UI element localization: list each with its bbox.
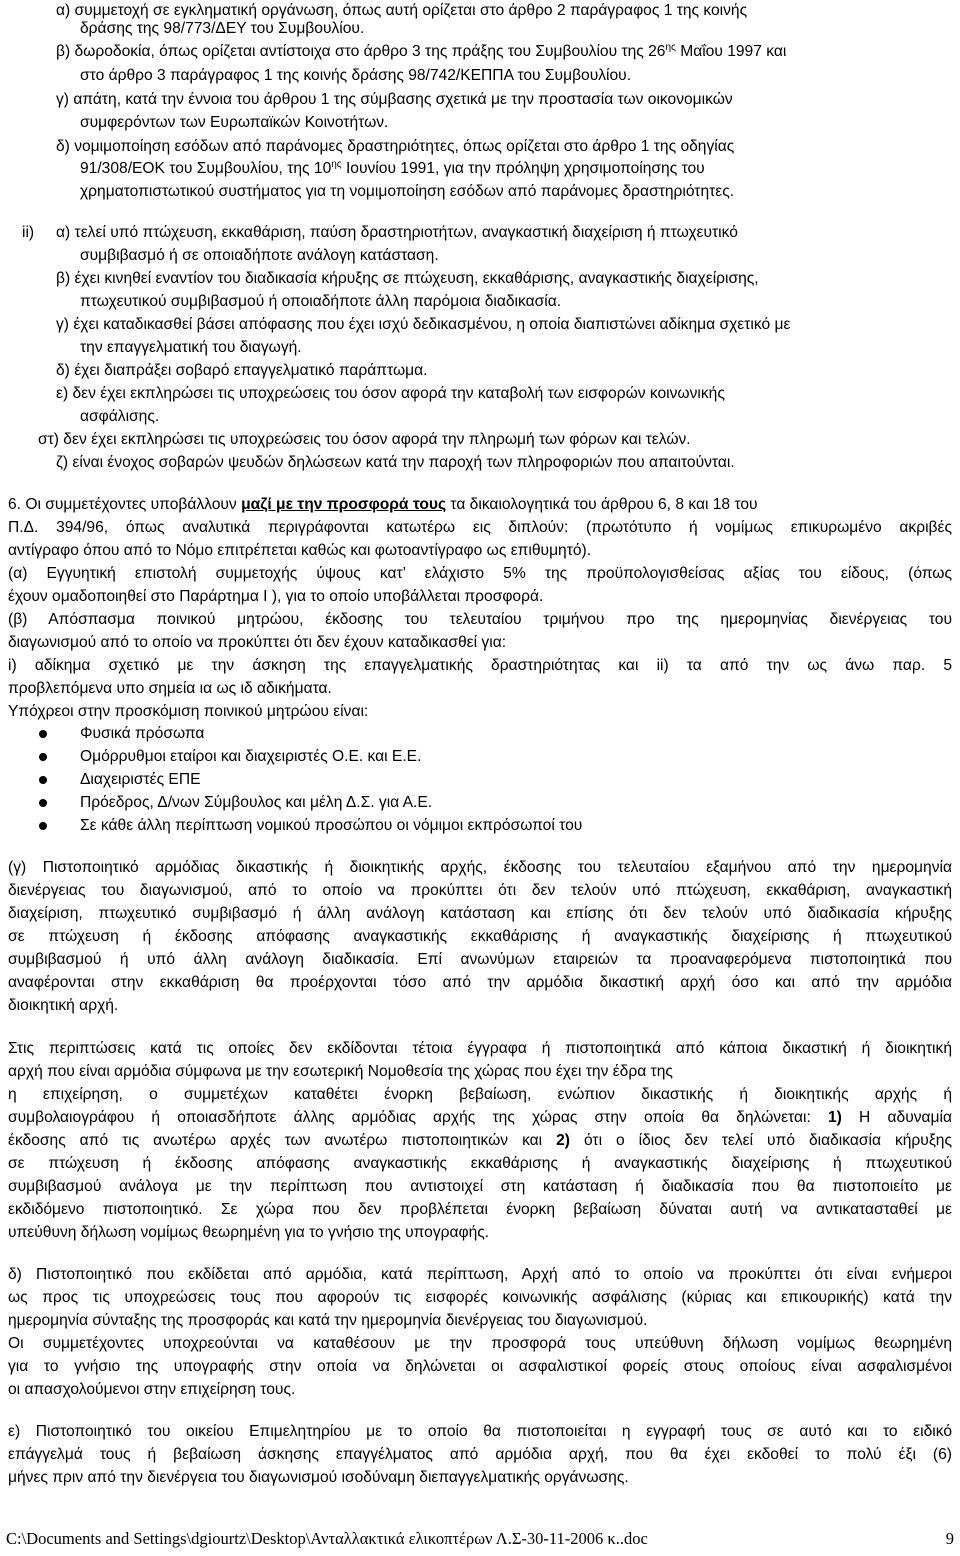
item-ii-b-line1: β) έχει κινηθεί εναντίον του διαδικασία κήρυξης σε πτώχευση, εκκαθάρισης, αναγκαστικής διαχείρισης, [56, 270, 759, 287]
bullet-dot [39, 753, 47, 761]
with-offer-emphasis: μαζί με την προσφορά τους [241, 496, 447, 513]
item-i-b-line2: στο άρθρο 3 παράγραφος 1 της κοινής δράσης 98/742/ΚΕΠΠΑ του Συμβουλίου. [80, 67, 632, 84]
footer-file-path: C:\Documents and Settings\dgiourtz\Desktop\Ανταλλακτικά ελικοπτέρων Λ.Σ-30-11-2006 κ..doc [6, 1529, 648, 1548]
obliged-heading: Υπόχρεοι στην προσκόμιση ποινικού μητρώου είναι: [8, 703, 369, 720]
para-d-line: για το γνήσιο της υπογραφής στην οποία να δηλώνεται οι ασφαλιστικοί φορείς στους οποίους είναι ασφαλισμένοι [8, 1358, 952, 1375]
section-6b-line4: προβλεπόμενα υπο σημεία ια ως ιδ αδικήματα. [8, 680, 332, 697]
para-c-line: διενέργειας του διαγωνισμού, από το οποίο να προκύπτει ότι δεν τελούν υπό πτώχευση, εκκαθάριση, αναγκαστική [8, 882, 952, 899]
item-ii-a-line2: συμβιβασμό ή σε οποιαδήποτε ανάλογη κατάσταση. [80, 247, 439, 264]
section-ii-marker: ii) [22, 224, 35, 241]
item-ii-a-line1: α) τελεί υπό πτώχευση, εκκαθάριση, παύση δραστηριοτήτων, αναγκαστική διαχείριση ή πτωχευτικό [56, 224, 738, 241]
item-i-a-line1: α) συμμετοχή σε εγκληματική οργάνωση, όπως αυτή ορίζεται στο άρθρο 2 παράγραφος 1 της κοινής [56, 2, 748, 19]
para-cases-line: αρχή που είναι αρμόδια σύμφωνα με την εσωτερική Νομοθεσία της χώρας που έχει την έδρα της [8, 1063, 673, 1080]
item-i-b-line1: β) δωροδοκία, όπως ορίζεται αντίστοιχα στο άρθρο 3 της πράξης του Συμβουλίου της $26^{\eta\varsigma}$ Μαΐου 1997 και [56, 41, 787, 60]
para-c-line: (γ) Πιστοποιητικό αρμόδιας δικαστικής ή διοικητικής αρχής, έκδοσης του τελευταίου εξαμήνου από την ημερομηνία [8, 859, 952, 876]
bullet-item: Διαχειριστές ΕΠΕ [80, 771, 201, 788]
bullet-item: Φυσικά πρόσωπα [80, 725, 205, 742]
item-i-d-line3: χρηματοπιστωτικού συστήματος για τη νομιμοποίηση εσόδων από παράνομες δραστηριότητες. [80, 183, 735, 200]
para-e-line: ε) Πιστοποιητικό του οικείου Επιμελητηρίου με το οποίο θα πιστοποιείται η εγγραφή τους σε αυτό και το ειδικό [8, 1423, 952, 1440]
bullet-dot [39, 822, 47, 830]
section-6-line1: 6. Οι συμμετέχοντες υποβάλλουν μαζί με την προσφορά τους τα δικαιολογητικά του άρθρου 6, 8 και 18 του [8, 496, 758, 513]
bullet-item: Ομόρρυθμοι εταίροι και διαχειριστές Ο.Ε. και Ε.Ε. [80, 748, 422, 765]
para-c-line: συμβιβασμού ή υπό άλλη ανάλογη διαδικασία. Επί ανωνύμων εταιρειών τα προαναφερόμενα πιστοποιητικά που [8, 951, 952, 968]
item-ii-z-line1: ζ) είναι ένοχος σοβαρών ψευδών δηλώσεων κατά την παροχή των πληροφοριών που απαιτούνται. [56, 454, 735, 471]
section-6a-line2: έχουν ομαδοποιηθεί στο Παράρτημα Ι ), για το οποίο υποβάλλεται προσφορά. [8, 588, 544, 605]
para-cases-line: συμβολαιογράφου ή οποιασδήποτε άλλης αρμόδιας αρχής της χώρας στην οποία θα δηλώνεται: 1) Η αδυναμία [8, 1109, 952, 1126]
item-i-c-line1: γ) απάτη, κατά την έννοια του άρθρου 1 της σύμβασης σχετικά με την προστασία των οικονομικών [56, 91, 733, 108]
para-cases-line: η επιχείρηση, ο συμμετέχων καταθέτει ένορκη βεβαίωση, ενώπιον δικαστικής ή διοικητικής αρχής ή [8, 1086, 952, 1103]
para-e-line: μήνες πριν από την διενέργεια του διαγωνισμού ισοδύναμη διεπαγγελματικής οργάνωσης. [8, 1469, 629, 1486]
para-d-line: ως προς τις υποχρεώσεις τους που αφορούν τις εισφορές κοινωνικής ασφάλισης (κύριας και επικουρικής) κατά την [8, 1289, 952, 1306]
footer-page-number: 9 [945, 1529, 954, 1548]
para-cases-line: συμβιβασμού ανάλογα με την περίπτωση που αντιστοιχεί στη κατάσταση ή διαδικασία που θα πιστοποιείτο με [8, 1178, 952, 1195]
section-6-line3: αντίγραφο όπου από το Νόμο επιτρέπεται καθώς και φωτοαντίγραφο ως επιθυμητό). [8, 542, 592, 559]
para-d-line: ημερομηνία σύνταξης της προσφοράς και κατά την ημερομηνία διενέργειας του διαγωνισμού. [8, 1312, 648, 1329]
item-ii-c-line2: την επαγγελματική του διαγωγή. [80, 339, 302, 356]
para-d-line: δ) Πιστοποιητικό που εκδίδεται από αρμόδια, κατά περίπτωση, Αρχή από το οποίο να προκύπτει ότι είναι ενήμεροι [8, 1266, 952, 1283]
section-6a-line1: (α) Εγγυητική επιστολή συμμετοχής ύψους κατ’ ελάχιστο 5% της προϋπολογισθείσας αξίας του είδους, (όπως [8, 565, 952, 582]
item-i-c-line2: συμφερόντων των Ευρωπαϊκών Κοινοτήτων. [80, 114, 389, 131]
bullet-item: Σε κάθε άλλη περίπτωση νομικού προσώπου οι νόμιμοι εκπρόσωποί του [80, 817, 583, 834]
item-i-d-line1: δ) νομιμοποίηση εσόδων από παράνομες δραστηριότητες, όπως ορίζεται στο άρθρο 1 της οδηγίας [56, 138, 735, 155]
bullet-dot [39, 776, 47, 784]
para-cases-line: υπεύθυνη δήλωση νομίμως θεωρημένη για το γνήσιο της υπογραφής. [8, 1224, 490, 1241]
para-cases-line: έκδοσης από τις ανωτέρω αρχές των ανωτέρω πιστοποιητικών και 2) ότι ο ίδιος δεν τελεί υπό διαδικασία κήρυξης [8, 1132, 952, 1149]
section-6b-line3: i) αδίκημα σχετικό με την άσκηση της επαγγελματικής δραστηριότητας και ii) τα από την ως άνω παρ. 5 [8, 657, 952, 674]
para-e-line: επάγγελμά τους ή βεβαίωση άσκησης επαγγέλματος από αρμόδια αρχή, που θα έχει εκδοθεί το πολύ έξι (6) [8, 1446, 952, 1463]
section-6b-line2: διαγωνισμού από το οποίο να προκύπτει ότι δεν έχουν καταδικασθεί για: [8, 634, 507, 651]
bullet-item: Πρόεδρος, Δ/νων Σύμβουλος και μέλη Δ.Σ. για Α.Ε. [80, 794, 433, 811]
para-cases-line: σε πτώχευση ή έκδοσης απόφασης αναγκαστικής εκκαθάρισης ή αναγκαστικής διαχείρισης ή πτωχευτικού [8, 1155, 952, 1172]
item-i-d-line2: 91/308/ΕΟΚ του Συμβουλίου, της $10^{\eta\varsigma}$ Ιουνίου 1991, για την πρόληψη χρησιμοποίησης του [80, 158, 705, 177]
para-cases-line: εκδιδόμενο πιστοποιητικό. Σε χώρα που δεν προβλέπεται ένορκη βεβαίωση δύναται αυτή να αντικατασταθεί με [8, 1201, 952, 1218]
item-ii-b-line2: πτωχευτικού συμβιβασμού ή οποιαδήποτε άλλη παρόμοια διαδικασία. [80, 293, 562, 310]
item-ii-c-line1: γ) έχει καταδικασθεί βάσει απόφασης που έχει ισχύ δεδικασμένου, η οποία διαπιστώνει αδίκημα σχετικό με [56, 316, 791, 333]
item-ii-e-line2: ασφάλισης. [80, 408, 160, 425]
item-ii-st-line1: στ) δεν έχει εκπληρώσει τις υποχρεώσεις του όσον αφορά την πληρωμή των φόρων και τελών. [38, 431, 691, 448]
para-cases-line: Στις περιπτώσεις κατά τις οποίες δεν εκδίδονται τέτοια έγγραφα ή πιστοποιητικά από κάποια δικαστική ή διοικητική [8, 1040, 952, 1057]
item-ii-e-line1: ε) δεν έχει εκπληρώσει τις υποχρεώσεις του όσον αφορά την καταβολή των εισφορών κοινωνικής [56, 385, 725, 402]
para-c-line: αναφέρονται στην εκκαθάριση θα προέρχονται τόσο από την αρμόδια δικαστική αρχή όσο και από την αρμόδια [8, 974, 952, 991]
item-i-a-line2: δράσης της 98/773/ΔΕΥ του Συμβουλίου. [80, 20, 365, 37]
page-footer [6, 1527, 954, 1551]
para-d-line: οι απασχολούμενοι στην επιχείρηση τους. [8, 1381, 296, 1398]
section-6b-line1: (β) Απόσπασμα ποινικού μητρώου, έκδοσης του τελευταίου τριμήνου προ της ημερομηνίας διενέργειας του [8, 611, 952, 628]
para-c-line: σε πτώχευση ή έκδοσης απόφασης αναγκαστικής εκκαθάρισης ή αναγκαστικής διαχείρισης ή πτωχευτικού [8, 928, 952, 945]
para-c-line: διαχείριση, πτωχευτικό συμβιβασμό ή άλλη ανάλογη κατάσταση και επίσης ότι δεν τελούν υπό διαδικασία κήρυξης [8, 905, 952, 922]
para-d-line: Οι συμμετέχοντες υποχρεούνται να καταθέσουν με την προσφορά τους υπεύθυνη δήλωση νομίμως θεωρημένη [8, 1335, 952, 1352]
para-c-line: διοικητική αρχή. [8, 997, 119, 1014]
section-6-line2: Π.Δ. 394/96, όπως αναλυτικά περιγράφονται κατωτέρω εις διπλούν: (πρωτότυπο ή νομίμως επικυρωμένο ακριβές [8, 519, 952, 536]
item-ii-d-line1: δ) έχει διαπράξει σοβαρό επαγγελματικό παράπτωμα. [56, 362, 428, 379]
bullet-dot [39, 730, 47, 738]
bullet-dot [39, 799, 47, 807]
